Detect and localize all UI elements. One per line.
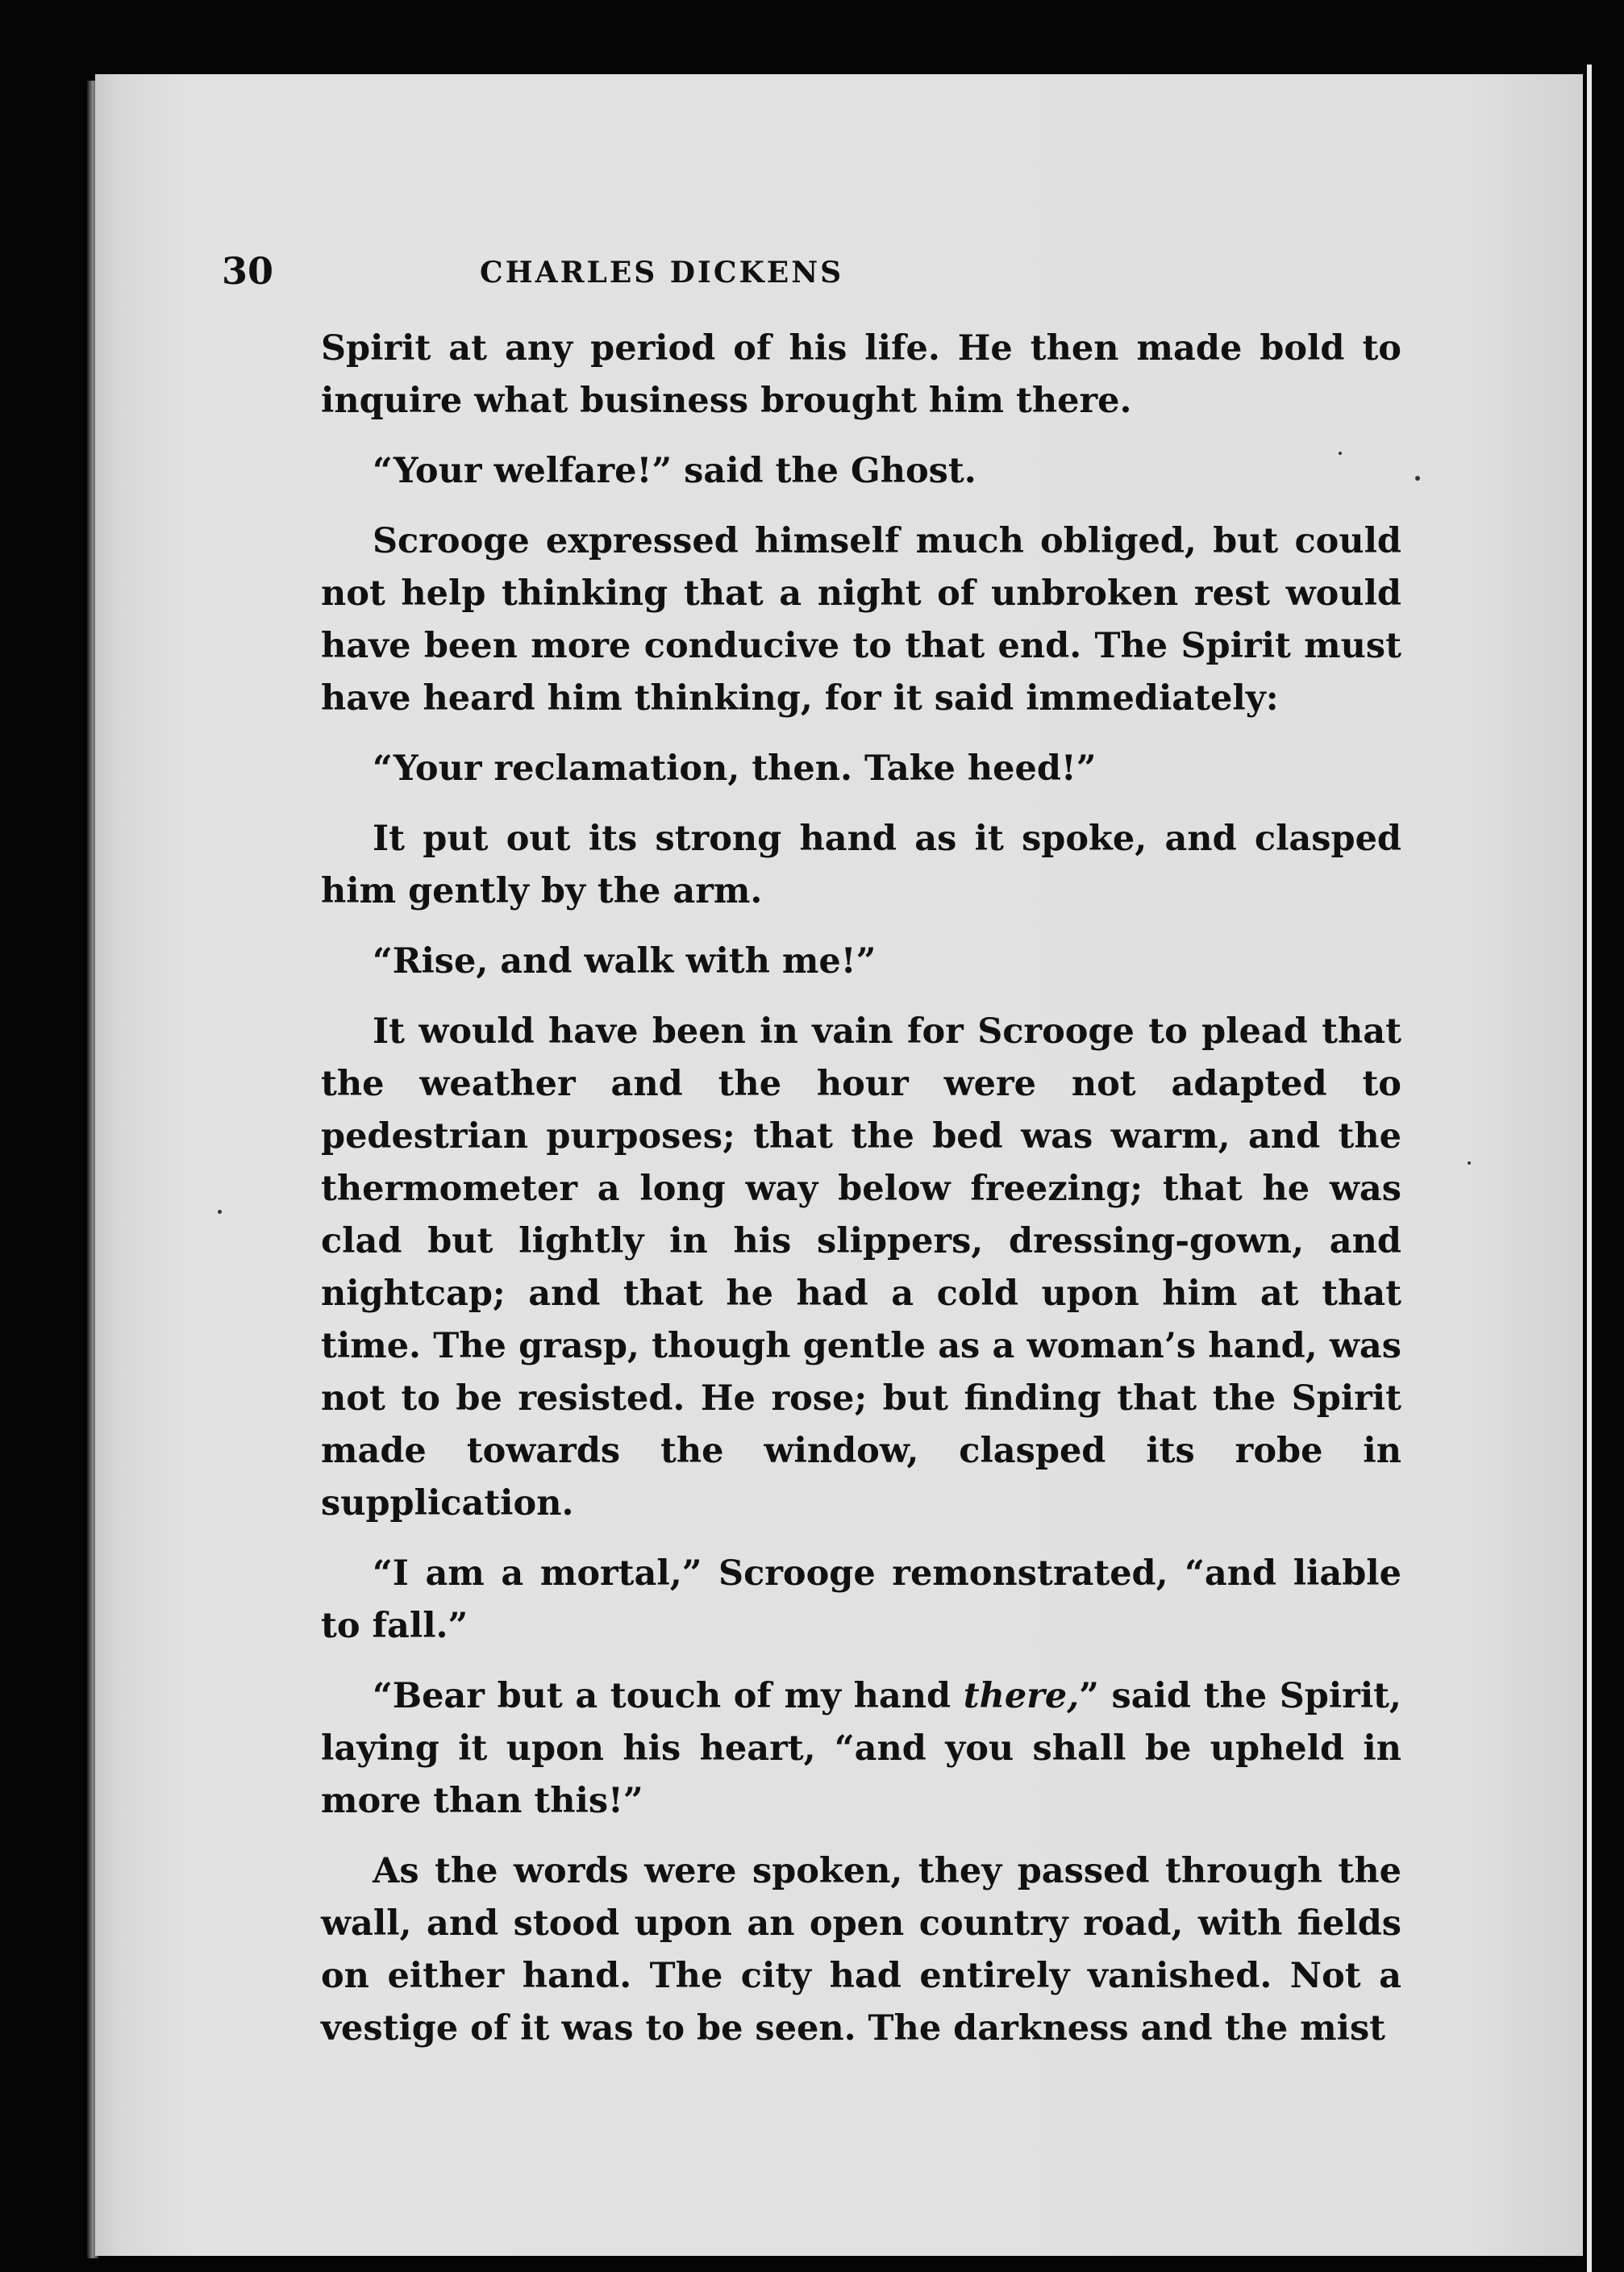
paragraph <box>321 1670 1401 1828</box>
paragraph: Scrooge expressed himself much obliged, but could not help thinking that a night of unbroken rest would have been more conducive to that end. The Spirit must have heard him thinking, for it said immediately: <box>321 521 1401 719</box>
next-page-edge <box>1587 65 1592 2272</box>
paragraph-text: “Bear but a touch of my hand <box>373 1676 964 1716</box>
scan-speck <box>1415 476 1420 481</box>
paragraph: “Your welfare!” said the Ghost. <box>373 451 976 491</box>
scan-speck <box>218 1210 222 1214</box>
paragraph: “I am a mortal,” Scrooge remonstrated, “and liable to fall.” <box>321 1553 1401 1646</box>
page-number: 30 <box>222 249 274 293</box>
paragraph: “Rise, and walk with me!” <box>373 941 877 982</box>
paragraph: As the words were spoken, they passed through the wall, and stood upon an open country road, with fields on either hand. The city had entirely vanished. Not a vestige of it was to be seen. The darkness and the mist <box>321 1851 1401 2049</box>
paragraph: It would have been in vain for Scrooge to plead that the weather and the hour were not adapted to pedestrian purposes; that the bed was warm, and the thermometer a long way below freezing; that he was clad but lightly in his slippers, dressing-gown, and nightcap; and that he had a cold upon him at that time. The grasp, though gentle as a woman’s hand, was not to be resisted. He rose; but finding that the Spirit made towards the window, clasped its robe in supplication. <box>321 1011 1401 1524</box>
body-text <box>321 323 1401 2073</box>
paragraph: “Your reclamation, then. Take heed!” <box>373 748 1097 789</box>
paragraph: Spirit at any period of his life. He then made bold to inquire what business brought him there. <box>321 328 1401 421</box>
italic-word: there, <box>963 1676 1080 1716</box>
running-head <box>222 238 1431 302</box>
paragraph-text: ” said the Spirit, laying it upon his heart, “and you shall be upheld in more than this!” <box>321 1676 1401 1821</box>
scan-speck <box>1468 1161 1471 1165</box>
paragraph: It put out its strong hand as it spoke, and clasped him gently by the arm. <box>321 819 1401 911</box>
book-title: CHARLES DICKENS <box>480 256 844 290</box>
